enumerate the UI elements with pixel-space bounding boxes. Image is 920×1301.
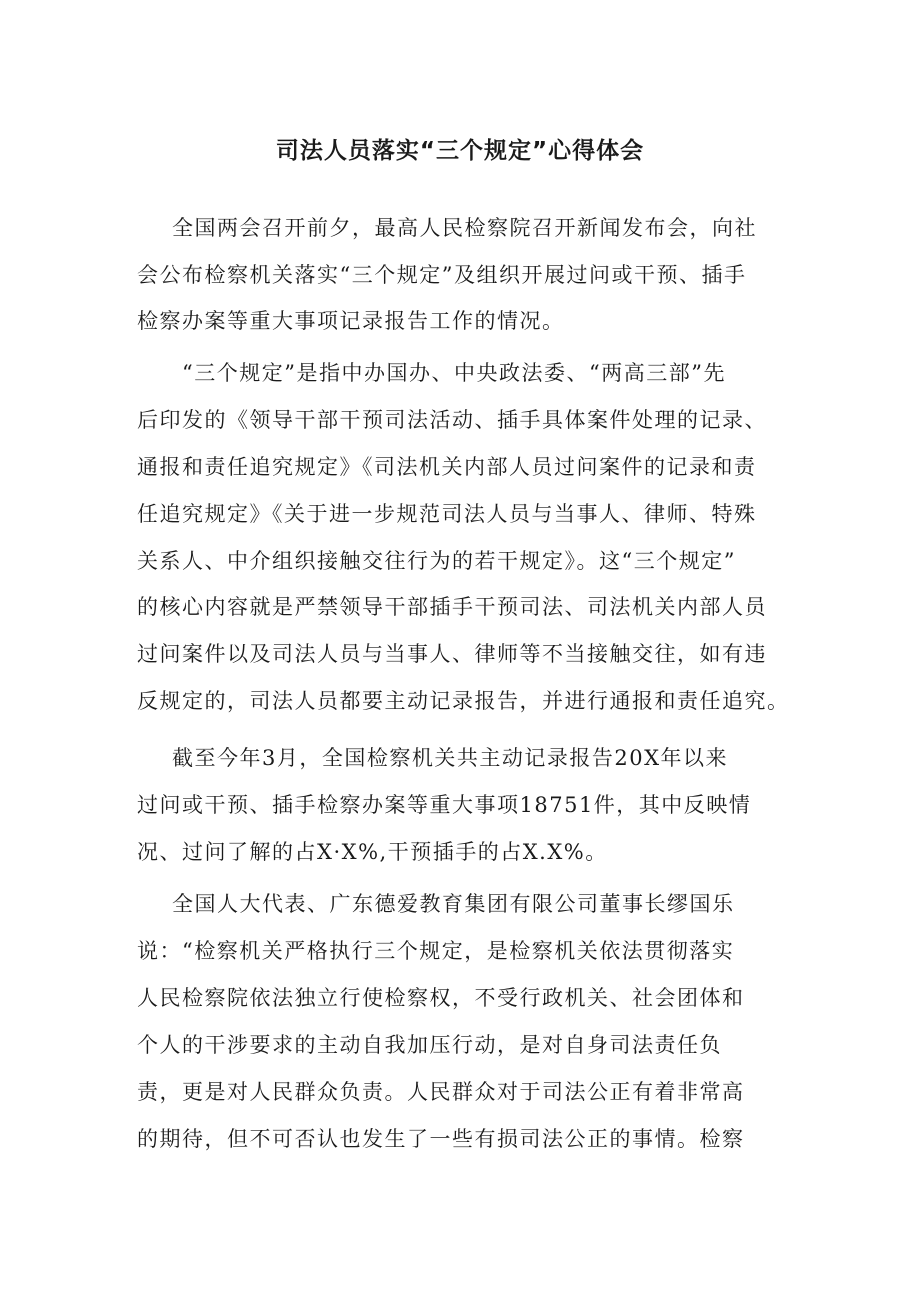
paragraph-1-line-3: 检察办案等重大事项记录报告工作的情况。 [137,309,565,333]
paragraph-2-line-2: 后印发的《领导干部干预司法活动、插手具体案件处理的记录、 [137,408,767,432]
paragraph-2-line-5: 关系人、中介组织接触交往行为的若干规定》。这“三个规定” [137,549,736,573]
document-title: 司法人员落实“三个规定”心得体会 [275,138,645,164]
paragraph-4-line-2: 说：“检察机关严格执行三个规定，是检察机关依法贯彻落实 [137,939,735,963]
paragraph-4-line-4: 个人的干涉要求的主动自我加压行动，是对自身司法责任负 [137,1033,722,1057]
paragraph-3-line-1: 截至今年3月，全国检察机关共主动记录报告20X年以来 [172,746,729,770]
paragraph-2-line-1: “三个规定”是指中办国办、中央政法委、“两高三部”先 [182,361,726,385]
paragraph-1-line-2: 会公布检察机关落实“三个规定”及组织开展过问或干预、插手 [137,263,747,287]
paragraph-4-line-6: 的期待，但不可否认也发生了一些有损司法公正的事情。检察 [137,1127,745,1151]
paragraph-3-line-2: 过问或干预、插手检察办案等重大事项18751件，其中反映情 [137,793,752,817]
paragraph-4-line-5: 责，更是对人民群众负责。人民群众对于司法公正有着非常高 [137,1080,745,1104]
paragraph-3-line-3: 况、过问了解的占X·X%,干预插手的占X.X%。 [137,840,608,864]
paragraph-2-line-8: 反规定的，司法人员都要主动记录报告，并进行通报和责任追究。 [137,689,790,713]
paragraph-4-line-1: 全国人大代表、广东德爱教育集团有限公司董事长缪国乐 [172,892,735,916]
paragraph-4-line-3: 人民检察院依法独立行使检察权，不受行政机关、社会团体和 [137,986,745,1010]
paragraph-2-line-7: 过问案件以及司法人员与当事人、律师等不当接触交往，如有违 [137,642,767,666]
paragraph-2-line-4: 任追究规定》《关于进一步规范司法人员与当事人、律师、特殊 [137,502,757,526]
paragraph-1-line-1: 全国两会召开前夕，最高人民检察院召开新闻发布会，向社 [172,216,757,240]
paragraph-2-line-3: 通报和责任追究规定》《司法机关内部人员过问案件的记录和责 [137,455,757,479]
paragraph-2-line-6: 的核心内容就是严禁领导干部插手干预司法、司法机关内部人员 [137,595,767,619]
